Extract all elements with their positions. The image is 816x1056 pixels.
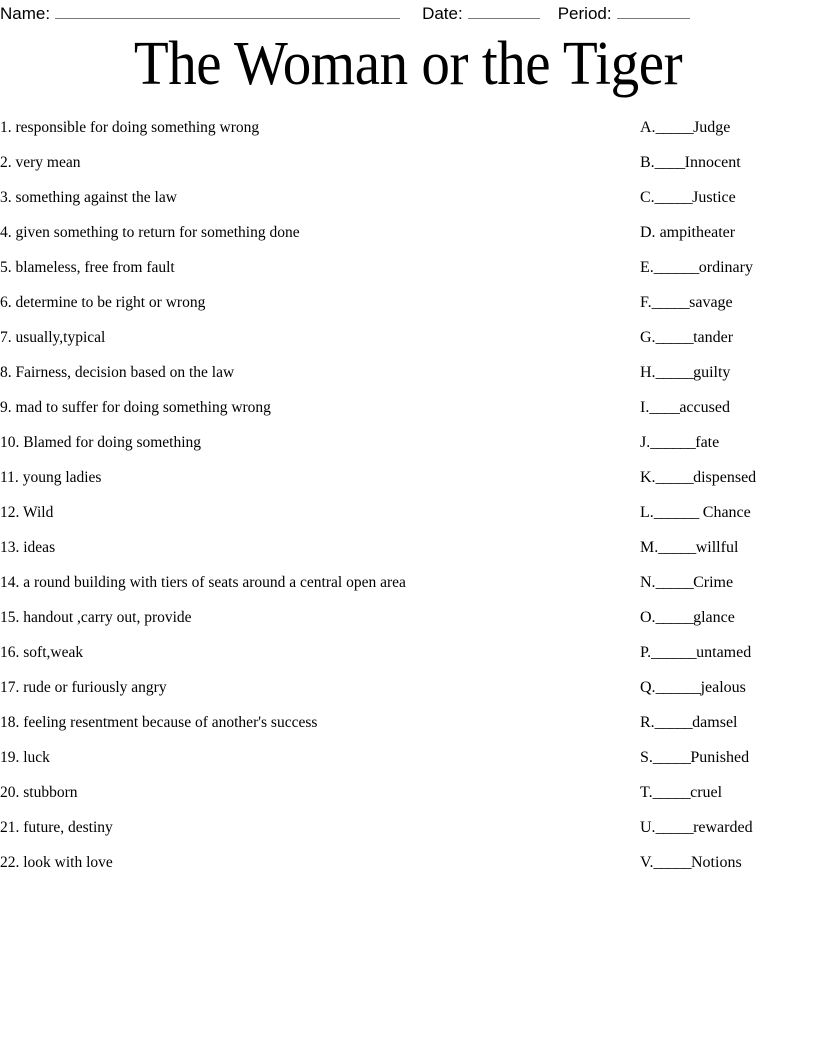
word-bank-item-r[interactable]: [640, 705, 816, 740]
word-bank-letter: O.: [640, 609, 656, 626]
definition-number: 1.: [0, 119, 12, 136]
definition-item-6[interactable]: [0, 285, 630, 320]
word-bank-item-q[interactable]: [640, 670, 816, 705]
word-bank-word: untamed: [696, 644, 752, 661]
definition-number: 3.: [0, 189, 12, 206]
word-bank-word: Crime: [693, 574, 734, 591]
word-bank-word: cruel: [690, 784, 723, 801]
word-bank-letter: P.: [640, 644, 652, 661]
word-bank-item-e[interactable]: [640, 250, 816, 285]
table-row: [0, 250, 816, 285]
definition-item-22[interactable]: [0, 845, 630, 880]
word-bank-blank[interactable]: _____: [658, 539, 696, 556]
definition-text: given something to return for something done: [15, 224, 300, 241]
word-bank-letter: H.: [640, 364, 656, 381]
definition-text: blameless, free from fault: [15, 259, 175, 276]
table-row: [0, 145, 816, 180]
table-row: [0, 110, 816, 145]
definition-text: luck: [23, 749, 50, 766]
definition-number: 4.: [0, 224, 12, 241]
word-bank-word: Chance: [698, 504, 751, 521]
word-bank-word: ordinary: [698, 259, 753, 276]
definition-text: young ladies: [22, 469, 102, 486]
definition-item-3[interactable]: [0, 180, 630, 215]
word-bank-item-k[interactable]: [640, 460, 816, 495]
definition-number: 11.: [0, 469, 19, 486]
word-bank-word: willful: [695, 539, 739, 556]
table-row: [0, 320, 816, 355]
word-bank-letter: K.: [640, 469, 656, 486]
table-row: [0, 600, 816, 635]
date-label: Date:: [422, 4, 463, 23]
word-bank-blank[interactable]: _____: [654, 714, 693, 731]
definition-item-14[interactable]: [0, 565, 630, 600]
definition-text: ideas: [23, 539, 56, 556]
word-bank-item-i[interactable]: [640, 390, 816, 425]
table-row: [0, 215, 816, 250]
word-bank-word: ampitheater: [655, 224, 736, 241]
word-bank-word: jealous: [700, 679, 746, 696]
word-bank-item-c[interactable]: [640, 180, 816, 215]
table-row: [0, 635, 816, 670]
definition-number: 10.: [0, 434, 20, 451]
word-bank-blank[interactable]: _____: [655, 364, 694, 381]
definition-text: very mean: [15, 154, 81, 171]
word-bank-word: damsel: [692, 714, 738, 731]
definition-item-20[interactable]: [0, 775, 630, 810]
definition-item-13[interactable]: [0, 530, 630, 565]
word-bank-letter: R.: [640, 714, 655, 731]
definition-item-7[interactable]: [0, 320, 630, 355]
word-bank-item-a[interactable]: [640, 110, 816, 145]
word-bank-letter: F.: [640, 294, 652, 311]
page-title: The Woman or the Tiger: [133, 30, 683, 98]
word-bank-blank[interactable]: _____: [655, 329, 694, 346]
word-bank-letter: E.: [640, 259, 654, 276]
definition-text: Blamed for doing something: [23, 434, 202, 451]
definition-text: handout ,carry out, provide: [23, 609, 192, 626]
word-bank-word: rewarded: [693, 819, 753, 836]
word-bank-letter: V.: [640, 854, 654, 871]
word-bank-word: Innocent: [684, 154, 741, 171]
name-input-blank[interactable]: [55, 3, 400, 19]
definition-text: responsible for doing something wrong: [15, 119, 260, 136]
table-row: [0, 565, 816, 600]
word-bank-blank[interactable]: ______: [655, 679, 701, 696]
word-bank-word: guilty: [693, 364, 731, 381]
definition-number: 19.: [0, 749, 20, 766]
word-bank-letter: A.: [640, 119, 656, 136]
table-row: [0, 670, 816, 705]
definition-text: Wild: [22, 504, 54, 521]
definition-text: future, destiny: [23, 819, 113, 836]
word-bank-letter: J.: [640, 434, 651, 451]
word-bank-blank[interactable]: _____: [652, 784, 691, 801]
word-bank-item-u[interactable]: [640, 810, 816, 845]
word-bank-item-n[interactable]: [640, 565, 816, 600]
definition-number: 9.: [0, 399, 12, 416]
word-bank-blank[interactable]: ____: [649, 399, 680, 416]
word-bank-blank[interactable]: ______: [650, 434, 696, 451]
definition-item-17[interactable]: [0, 670, 630, 705]
definition-item-9[interactable]: [0, 390, 630, 425]
definition-item-10[interactable]: [0, 425, 630, 460]
definition-item-8[interactable]: [0, 355, 630, 390]
word-bank-word: Judge: [693, 119, 731, 136]
word-bank-blank[interactable]: ______: [653, 259, 699, 276]
word-bank-word: glance: [693, 609, 735, 626]
word-bank-word: accused: [679, 399, 730, 416]
word-bank-blank[interactable]: _____: [652, 749, 691, 766]
table-row: [0, 460, 816, 495]
period-input-blank[interactable]: [617, 3, 690, 19]
definition-item-11[interactable]: [0, 460, 630, 495]
word-bank-word: dispensed: [693, 469, 757, 486]
definition-number: 6.: [0, 294, 12, 311]
table-row: [0, 355, 816, 390]
definition-number: 17.: [0, 679, 20, 696]
word-bank-item-m[interactable]: [640, 530, 816, 565]
definition-text: determine to be right or wrong: [15, 294, 206, 311]
word-bank-blank[interactable]: _____: [655, 819, 694, 836]
definition-number: 7.: [0, 329, 12, 346]
word-bank-item-p[interactable]: [640, 635, 816, 670]
word-bank-blank[interactable]: _____: [654, 189, 693, 206]
date-input-blank[interactable]: [468, 3, 540, 19]
word-bank-letter: L.: [640, 504, 654, 521]
word-bank-item-f[interactable]: [640, 285, 816, 320]
word-bank-word: Punished: [690, 749, 750, 766]
name-label: Name:: [0, 4, 51, 23]
word-bank-blank[interactable]: _____: [655, 119, 694, 136]
table-row: [0, 495, 816, 530]
definition-number: 14.: [0, 574, 20, 591]
definition-text: rude or furiously angry: [23, 679, 167, 696]
word-bank-letter: I.: [640, 399, 650, 416]
word-bank-item-v[interactable]: [640, 845, 816, 880]
word-bank-blank[interactable]: _____: [655, 469, 694, 486]
definition-number: 22.: [0, 854, 20, 871]
word-bank-item-o[interactable]: [640, 600, 816, 635]
word-bank-blank[interactable]: _____: [655, 609, 694, 626]
definition-text: stubborn: [23, 784, 78, 801]
word-bank-letter: M.: [640, 539, 659, 556]
word-bank-letter: S.: [640, 749, 653, 766]
table-row: [0, 180, 816, 215]
definition-text: a round building with tiers of seats around a central open area: [23, 574, 406, 591]
definition-number: 8.: [0, 364, 12, 381]
definition-item-1[interactable]: [0, 110, 630, 145]
word-bank-item-t[interactable]: [640, 775, 816, 810]
definition-item-4[interactable]: [0, 215, 630, 250]
table-row: [0, 285, 816, 320]
word-bank-item-d[interactable]: [640, 215, 816, 250]
word-bank-word: Justice: [692, 189, 736, 206]
word-bank-letter: Q.: [640, 679, 656, 696]
word-bank-word: fate: [695, 434, 720, 451]
word-bank-word: savage: [689, 294, 733, 311]
word-bank-letter: T.: [640, 784, 653, 801]
word-bank-letter: D.: [640, 224, 656, 241]
definition-number: 2.: [0, 154, 12, 171]
definition-number: 20.: [0, 784, 20, 801]
definition-number: 13.: [0, 539, 20, 556]
table-row: [0, 810, 816, 845]
word-bank-blank[interactable]: ____: [654, 154, 685, 171]
word-bank-word: tander: [693, 329, 734, 346]
word-bank-letter: N.: [640, 574, 656, 591]
word-bank-item-g[interactable]: [640, 320, 816, 355]
table-row: [0, 425, 816, 460]
definition-number: 21.: [0, 819, 20, 836]
definition-item-2[interactable]: [0, 145, 630, 180]
word-bank-item-b[interactable]: [640, 145, 816, 180]
table-row: [0, 740, 816, 775]
matching-exercise: [0, 110, 816, 880]
word-bank-letter: G.: [640, 329, 656, 346]
definition-number: 5.: [0, 259, 12, 276]
table-row: [0, 390, 816, 425]
table-row: [0, 705, 816, 740]
word-bank-blank[interactable]: ______: [653, 504, 699, 521]
definition-text: soft,weak: [23, 644, 84, 661]
definition-item-5[interactable]: [0, 250, 630, 285]
definition-text: Fairness, decision based on the law: [15, 364, 235, 381]
definition-number: 15.: [0, 609, 20, 626]
table-row: [0, 845, 816, 880]
definition-number: 12.: [0, 504, 20, 521]
word-bank-word: Notions: [691, 854, 742, 871]
word-bank-item-j[interactable]: [640, 425, 816, 460]
word-bank-blank[interactable]: _____: [655, 574, 694, 591]
definition-number: 16.: [0, 644, 20, 661]
definition-text: mad to suffer for doing something wrong: [15, 399, 271, 416]
definition-item-21[interactable]: [0, 810, 630, 845]
word-bank-letter: B.: [640, 154, 655, 171]
word-bank-item-s[interactable]: [640, 740, 816, 775]
period-label: Period:: [557, 4, 612, 23]
definition-item-12[interactable]: [0, 495, 630, 530]
word-bank-letter: C.: [640, 189, 655, 206]
table-row: [0, 775, 816, 810]
definition-number: 18.: [0, 714, 20, 731]
word-bank-blank[interactable]: _____: [651, 294, 690, 311]
word-bank-blank[interactable]: ______: [651, 644, 697, 661]
definition-text: feeling resentment because of another's success: [23, 714, 318, 731]
definition-item-19[interactable]: [0, 740, 630, 775]
definition-text: something against the law: [15, 189, 177, 206]
word-bank-item-h[interactable]: [640, 355, 816, 390]
word-bank-item-l[interactable]: [640, 495, 816, 530]
definition-item-16[interactable]: [0, 635, 630, 670]
definition-item-18[interactable]: [0, 705, 630, 740]
table-row: [0, 530, 816, 565]
student-info-header: [0, 0, 816, 26]
word-bank-letter: U.: [640, 819, 656, 836]
definition-text: usually,typical: [15, 329, 106, 346]
definition-item-15[interactable]: [0, 600, 630, 635]
word-bank-blank[interactable]: _____: [653, 854, 691, 871]
definition-text: look with love: [23, 854, 113, 871]
